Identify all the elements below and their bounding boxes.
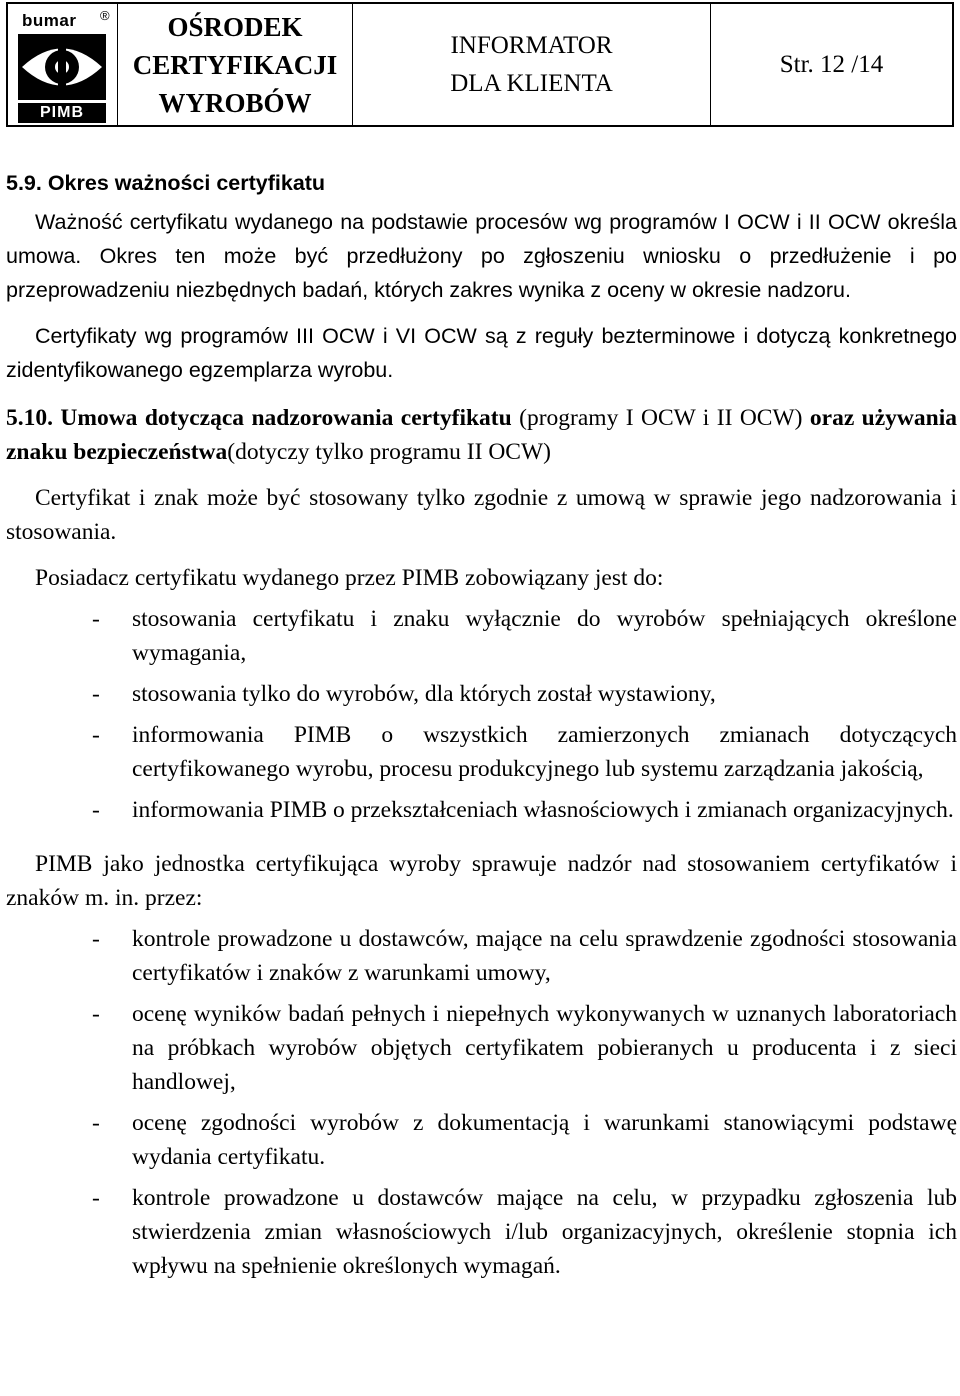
eye-logo-icon <box>18 34 106 100</box>
section-5-10-heading-bold-2: oraz używania znaku bezpieczeństwa <box>6 405 957 465</box>
org-line-2: CERTYFIKACJI <box>132 49 338 80</box>
document-body <box>6 166 957 1283</box>
list-item-text: kontrole prowadzone u dostawców mające na celu, w przypadku zgłoszenia lub stwierdzenia zmian własnościowych i/lub organizacyjnych, określenie stopnia ich wpływu na spełnienie określonych wymagań. <box>132 1185 957 1279</box>
list-item-text: kontrole prowadzone u dostawców, mające na celu sprawdzenie zgodności stosowania certyfikatów i znaków z warunkami umowy, <box>132 926 957 986</box>
list-item <box>6 1181 957 1283</box>
logo-cell <box>8 4 118 125</box>
dash-bullet: - <box>92 1001 100 1027</box>
page-number: Str. 12 /14 <box>779 50 884 78</box>
supervision-methods-list <box>6 922 957 1283</box>
section-5-10-heading <box>6 401 957 469</box>
section-5-10-heading-bold-1: 5.10. Umowa dotycząca nadzorowania certyfikatu <box>6 405 512 431</box>
document-type-cell <box>353 4 711 125</box>
list-item <box>6 677 957 711</box>
organization-cell <box>118 4 353 125</box>
list-item <box>6 793 957 827</box>
section-5-10-heading-normal-1: (programy I OCW i II OCW) <box>511 405 810 431</box>
dash-bullet: - <box>92 606 100 632</box>
dash-bullet: - <box>92 722 100 748</box>
list-item-text: ocenę zgodności wyrobów z dokumentacją i warunkami stanowiącymi podstawę wydania certyfikatu. <box>132 1110 957 1170</box>
dash-bullet: - <box>92 1110 100 1136</box>
list-item-text: stosowania certyfikatu i znaku wyłącznie do wyrobów spełniających określone wymagania, <box>132 606 957 666</box>
list-item-text: informowania PIMB o przekształceniach własnościowych i zmianach organizacyjnych. <box>132 797 954 823</box>
section-5-10-heading-normal-2: (dotyczy tylko programu II OCW) <box>227 439 551 465</box>
list-item <box>6 922 957 990</box>
logo-brand-text: bumar <box>22 11 77 30</box>
holder-obligations-list <box>6 602 957 827</box>
dash-bullet: - <box>92 681 100 707</box>
section-5-9-paragraph-2: Certyfikaty wg programów III OCW i VI OCW są z reguły bezterminowe i dotyczą konkretnego zidentyfikowanego egzemplarza wyrobu. <box>6 324 957 382</box>
registered-mark: ® <box>100 8 110 23</box>
section-5-9-paragraph-1: Ważność certyfikatu wydanego na podstawie procesów wg programów I OCW i II OCW określa umowa. Okres ten może być przedłużony po zgłoszeniu wniosku o przedłużenie i po przeprowadzeniu niezbędnych badań, których zakres wynika z oceny w okresie nadzoru. <box>6 210 957 302</box>
org-line-1: OŚRODEK <box>167 11 303 42</box>
list-item <box>6 1106 957 1174</box>
info-line-1: INFORMATOR <box>450 31 613 59</box>
list-item-text: informowania PIMB o wszystkich zamierzonych zmianach dotyczących certyfikowanego wyrobu, procesu produkcyjnego lub systemu zarządzania jakością, <box>132 722 957 782</box>
logo-pimb-text: PIMB <box>18 103 106 123</box>
page-number-cell <box>711 4 952 125</box>
list-item-text: ocenę wyników badań pełnych i niepełnych wykonywanych w uznanych laboratoriach na próbkach wyrobów objętych certyfikatem pobieranych u producenta i z sieci handlowej, <box>132 1001 957 1095</box>
org-line-3: WYROBÓW <box>158 87 312 118</box>
dash-bullet: - <box>92 1185 100 1211</box>
section-5-9-heading: 5.9. Okres ważności certyfikatu <box>6 171 326 195</box>
dash-bullet: - <box>92 926 100 952</box>
document-header <box>6 2 954 127</box>
list-item-text: stosowania tylko do wyrobów, dla których został wystawiony, <box>132 681 716 707</box>
list-item <box>6 997 957 1099</box>
section-5-10-paragraph-2: Posiadacz certyfikatu wydanego przez PIMB zobowiązany jest do: <box>35 565 664 591</box>
section-5-10-paragraph-1: Certyfikat i znak może być stosowany tylko zgodnie z umową w sprawie jego nadzorowania i stosowania. <box>6 485 957 545</box>
dash-bullet: - <box>92 797 100 823</box>
list-item <box>6 718 957 786</box>
section-5-10-paragraph-3: PIMB jako jednostka certyfikująca wyroby sprawuje nadzór nad stosowaniem certyfikatów i znaków m. in. przez: <box>6 851 957 911</box>
list-item <box>6 602 957 670</box>
info-line-2: DLA KLIENTA <box>450 69 613 97</box>
